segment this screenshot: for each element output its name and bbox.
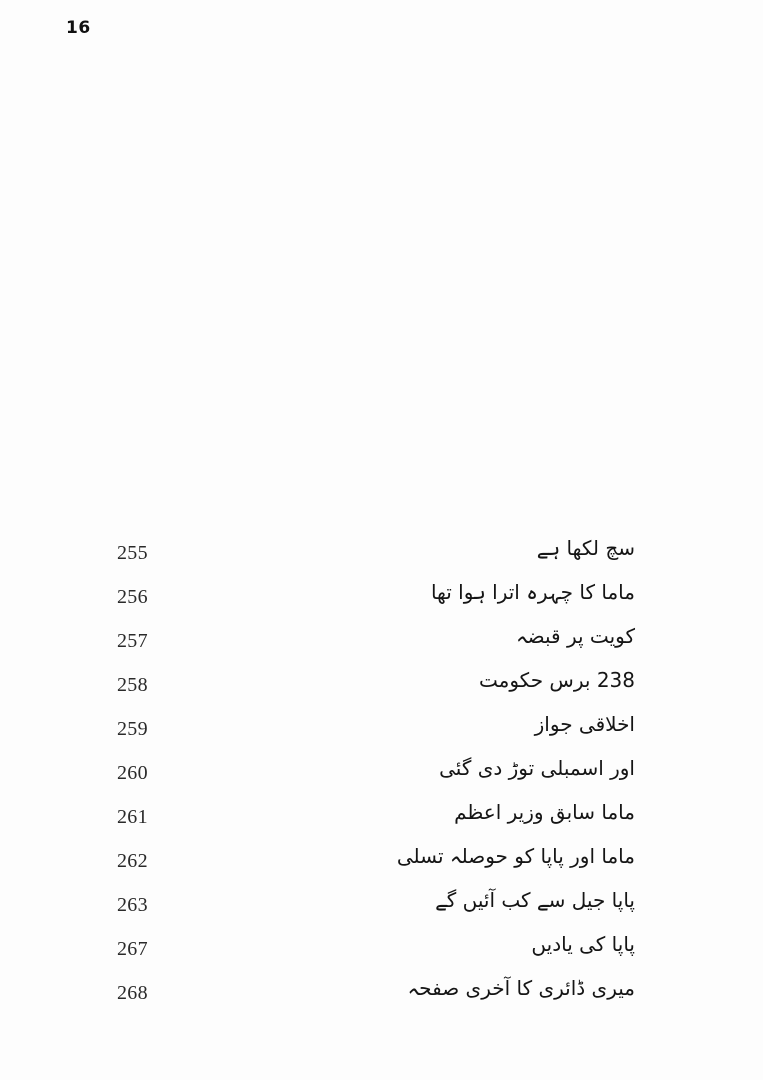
toc-entry-title: ماما اور پاپا کو حوصلہ تسلی: [396, 844, 635, 868]
toc-entry-title: اور اسمبلی توڑ دی گئی: [439, 756, 635, 780]
toc-entry-page: 261: [117, 806, 148, 828]
toc-entry: [0, 574, 763, 618]
toc-entry: [0, 706, 763, 750]
toc-entry-page: 257: [117, 630, 148, 652]
toc-entry-page: 267: [117, 938, 148, 960]
toc-entry-title: پاپا جیل سے کب آئیں گے: [435, 888, 635, 912]
toc-entry: [0, 530, 763, 574]
toc-entry: [0, 926, 763, 970]
toc-entry-page: 259: [117, 718, 148, 740]
toc-entry: [0, 882, 763, 926]
toc-entry: [0, 970, 763, 1014]
toc-entry-title: ماما کا چہرہ اترا ہوا تھا: [430, 580, 635, 604]
toc-entry-page: 263: [117, 894, 148, 916]
toc-entry-page: 258: [117, 674, 148, 696]
toc-entry-title: اخلاقی جواز: [534, 712, 635, 736]
toc-entry-page: 260: [117, 762, 148, 784]
toc-entry-title: میری ڈائری کا آخری صفحہ: [407, 976, 635, 1000]
toc-entry: [0, 794, 763, 838]
toc-entry-title: 238 برس حکومت: [478, 668, 635, 692]
toc-entry: [0, 750, 763, 794]
toc-entry-page: 256: [117, 586, 148, 608]
toc-entry-page: 268: [117, 982, 148, 1004]
toc-entry-title: سچ لکھا ہے: [536, 536, 635, 560]
toc-entry: [0, 618, 763, 662]
toc-entry: [0, 838, 763, 882]
toc-entry-title: ماما سابق وزیر اعظم: [454, 800, 635, 824]
toc-entry-title: کویت پر قبضہ: [515, 624, 635, 648]
toc-entry-page: 262: [117, 850, 148, 872]
toc-entry: [0, 662, 763, 706]
table-of-contents: [0, 530, 763, 1014]
toc-entry-title: پاپا کی یادیں: [531, 932, 635, 956]
page-number: 16: [66, 18, 91, 38]
toc-entry-page: 255: [117, 542, 148, 564]
